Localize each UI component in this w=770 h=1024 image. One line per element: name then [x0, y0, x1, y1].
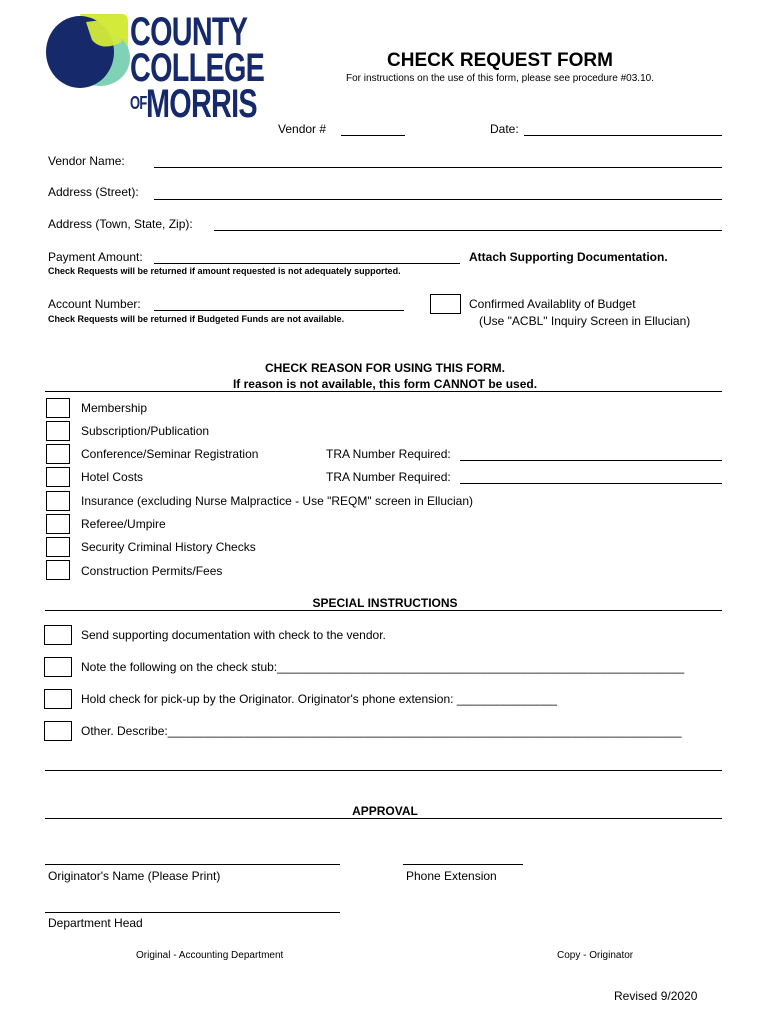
reasons-divider — [45, 391, 722, 392]
special-label-hold: Hold check for pick-up by the Originator. Originator's phone extension: _______________ — [81, 692, 557, 706]
footer-revised: Revised 9/2020 — [614, 989, 698, 1003]
budget-confirm-line1: Confirmed Availablity of Budget — [469, 297, 636, 311]
department-head-field[interactable] — [45, 912, 340, 913]
address-street-label: Address (Street): — [48, 185, 139, 199]
budget-confirm-checkbox[interactable] — [430, 294, 461, 314]
reason-label-membership: Membership — [81, 401, 148, 415]
reason-label-construction: Construction Permits/Fees — [81, 564, 223, 578]
special-label-other: Other. Describe:_____________________________________________________________________________ — [81, 724, 682, 738]
other-continuation-line[interactable] — [45, 770, 722, 771]
vendor-number-label: Vendor # — [278, 122, 327, 136]
reason-checkbox-conference[interactable] — [46, 444, 70, 464]
special-label-stub: Note the following on the check stub:_____________________________________________________________ — [81, 660, 685, 674]
reason-checkbox-insurance[interactable] — [46, 491, 70, 511]
logo-county: COUNTY — [130, 10, 248, 54]
reason-label-insurance: Insurance (excluding Nurse Malpractice - Use "REQM" screen in Ellucian) — [81, 494, 473, 508]
reason-label-subscription: Subscription/Publication — [81, 424, 210, 438]
vendor-name-field[interactable] — [154, 167, 722, 168]
account-number-field[interactable] — [154, 310, 404, 311]
originator-name-field[interactable] — [45, 864, 340, 865]
date-field[interactable] — [524, 135, 722, 136]
reason-checkbox-subscription[interactable] — [46, 421, 70, 441]
account-number-label: Account Number: — [48, 297, 141, 311]
reason-checkbox-membership[interactable] — [46, 398, 70, 418]
account-warning: Check Requests will be returned if Budgeted Funds are not available. — [48, 314, 345, 324]
reasons-subheading: If reason is not available, this form CANNOT be used. — [232, 377, 538, 391]
approval-divider — [45, 818, 722, 819]
page-title: CHECK REQUEST FORM — [387, 50, 613, 71]
logo-mark — [42, 12, 132, 92]
reasons-heading: CHECK REASON FOR USING THIS FORM. — [264, 361, 505, 375]
vendor-number-field[interactable] — [341, 135, 405, 136]
special-checkbox-send[interactable] — [44, 625, 72, 645]
reason-label-conference: Conference/Seminar Registration — [81, 447, 259, 461]
special-checkbox-stub[interactable] — [44, 657, 72, 677]
reason-label-security: Security Criminal History Checks — [81, 540, 256, 554]
phone-extension-label: Phone Extension — [406, 869, 497, 883]
vendor-name-label: Vendor Name: — [48, 154, 125, 168]
approval-heading: APPROVAL — [352, 804, 418, 818]
tra-label-conference: TRA Number Required: — [326, 447, 451, 461]
department-head-label: Department Head — [48, 916, 143, 930]
college-logo — [42, 10, 265, 126]
reason-checkbox-security[interactable] — [46, 537, 70, 557]
footer-copy: Copy - Originator — [557, 950, 634, 961]
date-label: Date: — [490, 122, 519, 136]
special-checkbox-hold[interactable] — [44, 689, 72, 709]
payment-amount-label: Payment Amount: — [48, 250, 143, 264]
special-label-send: Send supporting documentation with check to the vendor. — [81, 628, 386, 642]
special-checkbox-other[interactable] — [44, 721, 72, 741]
attach-docs-note: Attach Supporting Documentation. — [469, 250, 668, 264]
footer-original: Original - Accounting Department — [136, 950, 284, 961]
phone-extension-field[interactable] — [403, 864, 523, 865]
reason-checkbox-construction[interactable] — [46, 560, 70, 580]
logo-college: COLLEGE — [130, 46, 265, 90]
address-street-field[interactable] — [154, 199, 722, 200]
reason-label-hotel: Hotel Costs — [81, 470, 144, 484]
payment-amount-field[interactable] — [154, 263, 460, 264]
special-heading: SPECIAL INSTRUCTIONS — [312, 596, 458, 610]
reason-checkbox-hotel[interactable] — [46, 467, 70, 487]
logo-morris: MORRIS — [146, 82, 257, 126]
page-subtitle: For instructions on the use of this form, please see procedure #03.10. — [346, 73, 654, 84]
payment-warning: Check Requests will be returned if amount requested is not adequately supported. — [48, 266, 401, 276]
originator-name-label: Originator's Name (Please Print) — [48, 869, 221, 883]
address-town-field[interactable] — [214, 230, 722, 231]
budget-confirm-line2: (Use "ACBL" Inquiry Screen in Ellucian) — [479, 314, 691, 328]
reason-label-referee: Referee/Umpire — [81, 517, 166, 531]
tra-field-hotel[interactable] — [460, 483, 722, 484]
reason-checkbox-referee[interactable] — [46, 514, 70, 534]
tra-label-hotel: TRA Number Required: — [326, 470, 451, 484]
tra-field-conference[interactable] — [460, 460, 722, 461]
address-town-label: Address (Town, State, Zip): — [48, 217, 193, 231]
special-divider — [45, 610, 722, 611]
logo-of: OF — [130, 93, 147, 113]
